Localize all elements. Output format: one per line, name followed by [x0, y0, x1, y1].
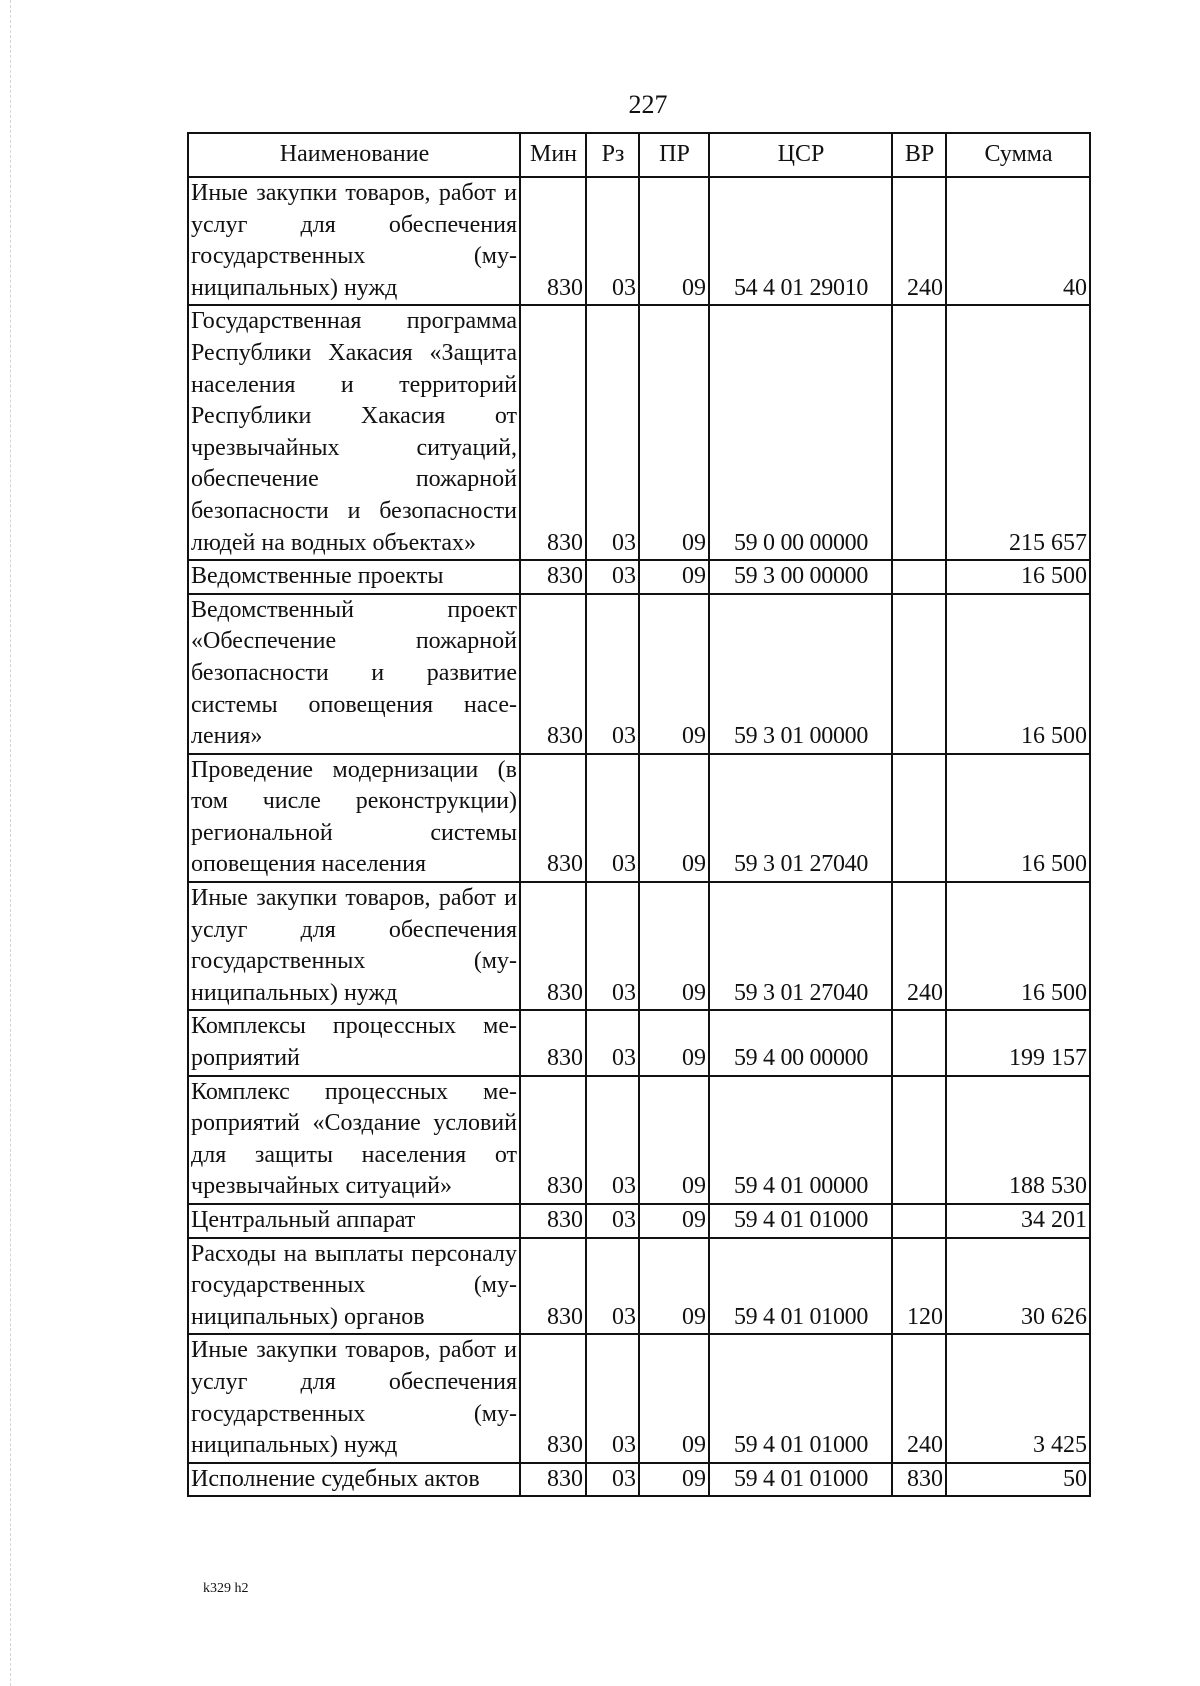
header-min: Мин	[520, 133, 586, 177]
cell-pr: 09	[639, 560, 709, 594]
cell-min: 830	[520, 1010, 586, 1075]
cell-rz: 03	[586, 560, 639, 594]
cell-sum: 3 425	[946, 1334, 1090, 1462]
cell-pr: 09	[639, 1463, 709, 1497]
cell-name: Иные закупки товаров, работ и услуг для обеспечения государственных (муниципальных) нужд	[188, 1334, 520, 1462]
cell-sum: 34 201	[946, 1204, 1090, 1238]
cell-min: 830	[520, 1238, 586, 1335]
cell-csr: 59 4 01 00000	[709, 1076, 892, 1204]
cell-rz: 03	[586, 1238, 639, 1335]
cell-csr: 59 4 01 01000	[709, 1238, 892, 1335]
cell-csr: 59 4 01 01000	[709, 1204, 892, 1238]
cell-sum: 215 657	[946, 305, 1090, 560]
cell-pr: 09	[639, 1076, 709, 1204]
cell-name: Ведомственный проект «Обеспечение пожарной безопасности и развитие системы оповещения населения»	[188, 594, 520, 754]
cell-min: 830	[520, 1204, 586, 1238]
cell-vr: 830	[892, 1463, 946, 1497]
cell-name: Комплекс процессных мероприятий «Создание условий для защиты населения от чрезвычайных ситуаций»	[188, 1076, 520, 1204]
header-pr: ПР	[639, 133, 709, 177]
header-sum: Сумма	[946, 133, 1090, 177]
cell-rz: 03	[586, 1334, 639, 1462]
footer-code: k329 h2	[203, 1581, 249, 1596]
cell-csr: 59 0 00 00000	[709, 305, 892, 560]
cell-sum: 16 500	[946, 882, 1090, 1010]
cell-csr: 59 3 01 00000	[709, 594, 892, 754]
cell-name: Центральный аппарат	[188, 1204, 520, 1238]
cell-sum: 199 157	[946, 1010, 1090, 1075]
cell-vr: 240	[892, 882, 946, 1010]
table-row	[188, 1463, 1090, 1497]
cell-vr	[892, 754, 946, 882]
budget-table	[187, 132, 1091, 1497]
cell-min: 830	[520, 754, 586, 882]
table-row	[188, 1076, 1090, 1204]
header-name: Наименование	[188, 133, 520, 177]
cell-rz: 03	[586, 594, 639, 754]
cell-vr	[892, 305, 946, 560]
cell-min: 830	[520, 1334, 586, 1462]
cell-vr	[892, 1204, 946, 1238]
cell-name: Проведение модернизации (в том числе реконструкции) региональной системы оповещения населения	[188, 754, 520, 882]
cell-rz: 03	[586, 305, 639, 560]
cell-min: 830	[520, 177, 586, 305]
cell-pr: 09	[639, 594, 709, 754]
cell-rz: 03	[586, 1204, 639, 1238]
cell-vr: 120	[892, 1238, 946, 1335]
cell-sum: 40	[946, 177, 1090, 305]
cell-min: 830	[520, 882, 586, 1010]
scan-edge-line	[10, 0, 11, 1686]
table-row	[188, 1334, 1090, 1462]
cell-pr: 09	[639, 305, 709, 560]
table-row	[188, 560, 1090, 594]
cell-sum: 188 530	[946, 1076, 1090, 1204]
cell-rz: 03	[586, 754, 639, 882]
cell-rz: 03	[586, 882, 639, 1010]
header-rz: Рз	[586, 133, 639, 177]
cell-sum: 30 626	[946, 1238, 1090, 1335]
table-body	[188, 177, 1090, 1496]
cell-pr: 09	[639, 1010, 709, 1075]
cell-pr: 09	[639, 1334, 709, 1462]
cell-csr: 59 4 01 01000	[709, 1334, 892, 1462]
cell-pr: 09	[639, 1204, 709, 1238]
cell-rz: 03	[586, 1010, 639, 1075]
cell-name: Ведомственные проекты	[188, 560, 520, 594]
cell-name: Иные закупки товаров, работ и услуг для обеспечения государственных (муниципальных) нужд	[188, 177, 520, 305]
cell-csr: 59 3 01 27040	[709, 882, 892, 1010]
cell-rz: 03	[586, 177, 639, 305]
table-row	[188, 754, 1090, 882]
cell-sum: 50	[946, 1463, 1090, 1497]
header-csr: ЦСР	[709, 133, 892, 177]
cell-vr	[892, 560, 946, 594]
cell-rz: 03	[586, 1463, 639, 1497]
cell-name: Комплексы процессных мероприятий	[188, 1010, 520, 1075]
cell-name: Исполнение судебных актов	[188, 1463, 520, 1497]
cell-sum: 16 500	[946, 754, 1090, 882]
cell-rz: 03	[586, 1076, 639, 1204]
cell-min: 830	[520, 1076, 586, 1204]
cell-pr: 09	[639, 882, 709, 1010]
table-header	[188, 133, 1090, 177]
cell-csr: 59 4 00 00000	[709, 1010, 892, 1075]
cell-name: Иные закупки товаров, работ и услуг для обеспечения государственных (муниципальных) нужд	[188, 882, 520, 1010]
header-vr: ВР	[892, 133, 946, 177]
header-row	[188, 133, 1090, 177]
cell-csr: 54 4 01 29010	[709, 177, 892, 305]
cell-min: 830	[520, 594, 586, 754]
cell-pr: 09	[639, 754, 709, 882]
page-number: 227	[628, 90, 668, 119]
table-row	[188, 1204, 1090, 1238]
table-row	[188, 594, 1090, 754]
table-row	[188, 1238, 1090, 1335]
cell-csr: 59 4 01 01000	[709, 1463, 892, 1497]
cell-pr: 09	[639, 177, 709, 305]
cell-sum: 16 500	[946, 594, 1090, 754]
cell-min: 830	[520, 1463, 586, 1497]
table-row	[188, 1010, 1090, 1075]
cell-name: Расходы на выплаты персоналу государственных (муниципальных) органов	[188, 1238, 520, 1335]
cell-csr: 59 3 00 00000	[709, 560, 892, 594]
cell-vr	[892, 1076, 946, 1204]
cell-min: 830	[520, 305, 586, 560]
cell-pr: 09	[639, 1238, 709, 1335]
cell-vr: 240	[892, 1334, 946, 1462]
cell-name: Государственная программа Республики Хакасия «Защита населения и территорий Республики Хакасия от чрезвычайных ситуаций, обеспечение пожарной безопасности и безопасности людей на водных объектах»	[188, 305, 520, 560]
cell-vr: 240	[892, 177, 946, 305]
cell-vr	[892, 594, 946, 754]
cell-vr	[892, 1010, 946, 1075]
cell-sum: 16 500	[946, 560, 1090, 594]
cell-csr: 59 3 01 27040	[709, 754, 892, 882]
table-row	[188, 177, 1090, 305]
table-row	[188, 882, 1090, 1010]
table-row	[188, 305, 1090, 560]
cell-min: 830	[520, 560, 586, 594]
